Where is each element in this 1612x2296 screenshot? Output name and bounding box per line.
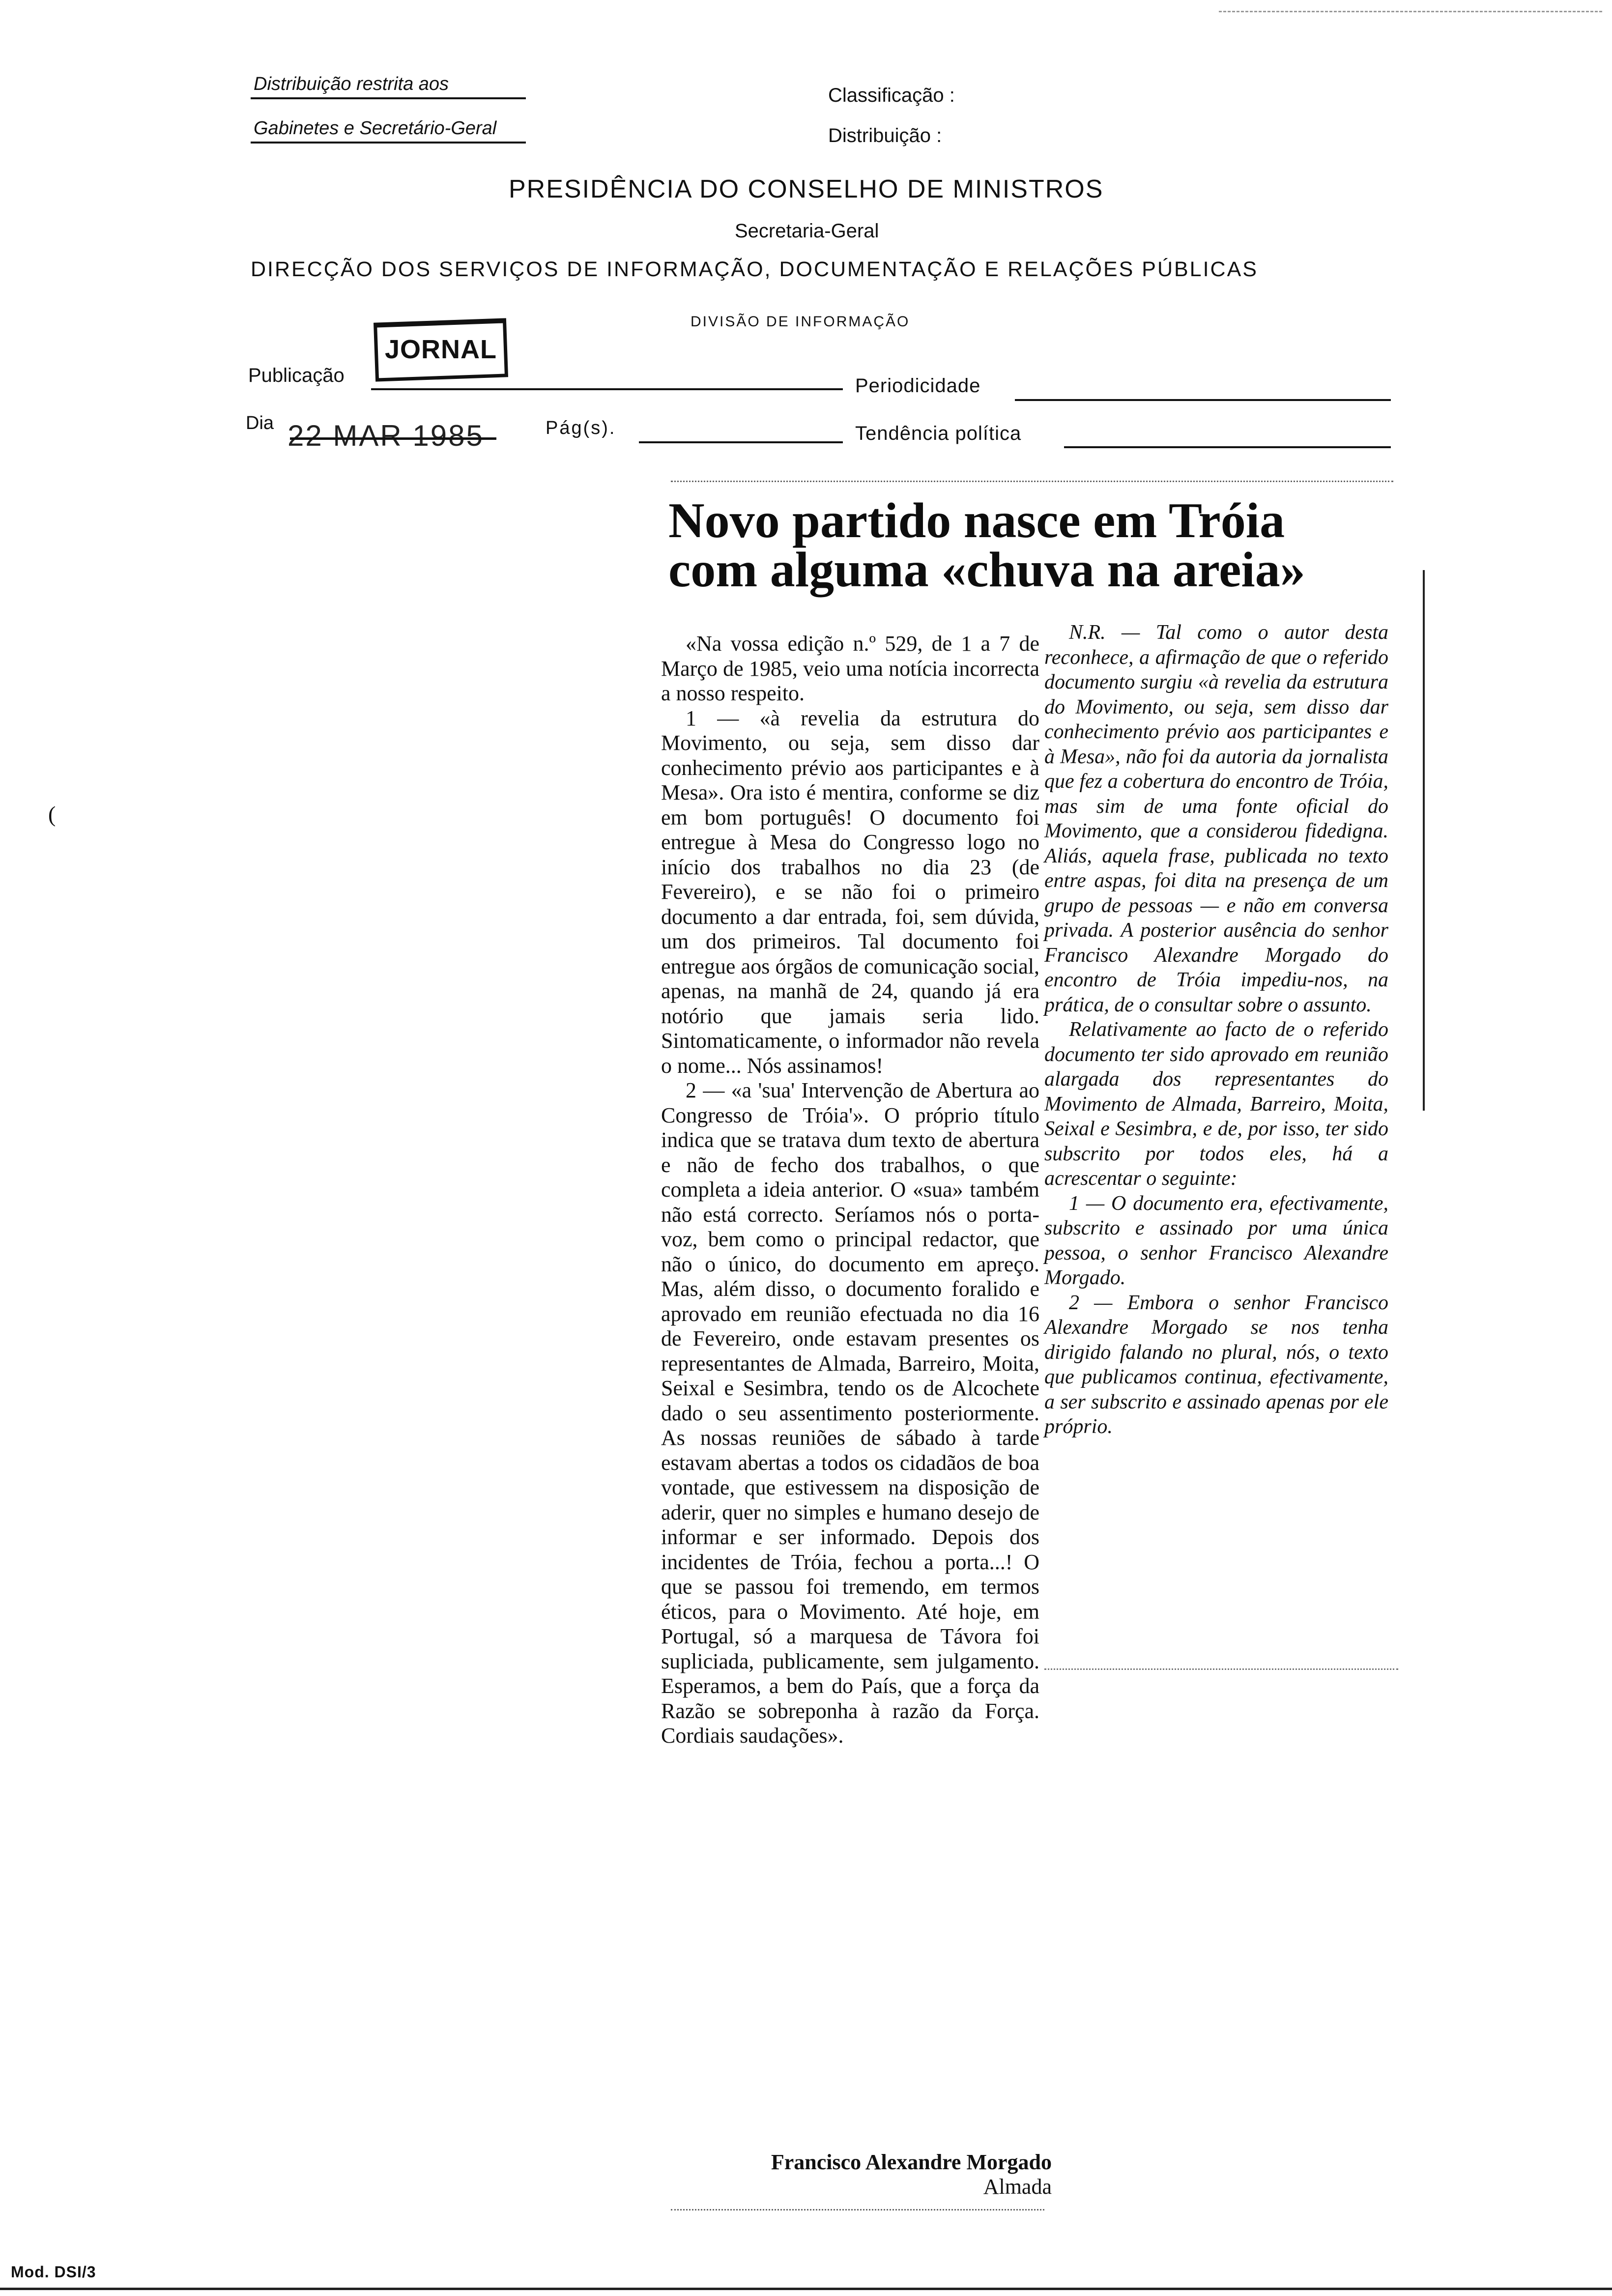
distribution-label: Distribuição : (828, 125, 942, 146)
division-name: DIVISÃO DE INFORMAÇÃO (691, 314, 910, 330)
department-name: DIRECÇÃO DOS SERVIÇOS DE INFORMAÇÃO, DOCUMENTAÇÃO E RELAÇÕES PÚBLICAS (251, 258, 1258, 281)
editor-note-paragraph-3: 1 — O documento era, efectivamente, subscrito e assinado por uma única pessoa, o senhor Francisco Alexandre Morgado. (1044, 1192, 1388, 1289)
restricted-underline-1 (251, 97, 526, 99)
editor-note-paragraph-4: 2 — Embora o senhor Francisco Alexandre Morgado se nos tenha dirigido falando no plural, nós, o texto que publicamos continua, efectivamente, a ser subscrito e assinado apenas por ele próprio. (1044, 1291, 1388, 1438)
editor-note-bottom-edge (1044, 1668, 1398, 1670)
letter-signature (708, 2150, 1052, 2199)
date-label: Dia (246, 413, 274, 433)
restricted-distribution-line1: Distribuição restrita aos (254, 74, 449, 94)
column-edge-rule (1423, 570, 1425, 1111)
date-stamp: 22 MAR 1985 (288, 419, 484, 452)
agency-subtitle: Secretaria-Geral (735, 220, 879, 242)
scan-edge-dashes (1219, 11, 1602, 12)
article-headline: Novo partido nasce em Tróia com alguma «chuva na areia» (668, 493, 1305, 598)
signature-name: Francisco Alexandre Morgado (771, 2150, 1052, 2174)
political-tendency-field-line (1064, 446, 1391, 448)
letter-paragraph-1: 1 — «à revelia da estrutura do Movimento, ou seja, sem disso dar conhecimento prévio aos participantes e à Mesa». Ora isto é mentira, conforme se diz em bom português! O documento foi entregue à Mesa do Congresso logo no início dos trabalhos no dia 23 (de Fevereiro), e se não foi o primeiro documento a dar entrada, foi, sem dúvida, um dos primeiros. Tal documento foi entregue aos órgãos de comunicação social, apenas, na manhã de 24, quando já era notório que jamais seria lido. Sintomaticamente, o informador não revela o nome... Nós assinamos! (661, 706, 1039, 1078)
publication-label: Publicação (248, 365, 345, 386)
article-column-letter (661, 631, 1039, 1749)
clipping-top-edge (671, 481, 1393, 492)
letter-paragraph-intro: «Na vossa edição n.º 529, de 1 a 7 de Março de 1985, veio uma notícia incorrecta a nosso respeito. (661, 631, 1039, 705)
clipping-bottom-edge (671, 2209, 1044, 2220)
signature-place: Almada (983, 2175, 1052, 2199)
date-field-line (290, 437, 496, 440)
form-model-code: Mod. DSI/3 (11, 2263, 96, 2281)
publication-stamp: JORNAL (384, 335, 497, 364)
periodicity-field-line (1015, 399, 1391, 401)
pages-field-line (639, 441, 843, 443)
letter-paragraph-2: 2 — «a 'sua' Intervenção de Abertura ao Congresso de Tróia'». O próprio título indica que se tratava dum texto de abertura e não de fecho dos trabalhos, o que completa a ideia anterior. O «sua» também não está correcto. Seríamos nós o porta-voz, bem como o principal redactor, que não o único, do documento em apreço. Mas, além disso, o documento foralido e aprovado em reunião efectuada no dia 16 de Fevereiro, onde estavam presentes os representantes de Almada, Barreiro, Moita, Seixal e Sesimbra, tendo os de Alcochete dado o seu assentimento posteriormente. As nossas reuniões de sábado à tarde estavam abertas a todos os cidadãos de boa vontade, que estivessem na disposição de aderir, quer no simples e humano desejo de informar e ser informado. Depois dos incidentes de Tróia, fechou a porta...! O que se passou foi tremendo, em termos éticos, para o Movimento. Até hoje, em Portugal, só a marquesa de Távora foi supliciada, publicamente, sem julgamento. Esperamos, a bem do País, que a força da Razão se sobreponha à razão da Força. Cordiais saudações». (661, 1078, 1039, 1748)
periodicity-label: Periodicidade (855, 375, 981, 397)
agency-title: PRESIDÊNCIA DO CONSELHO DE MINISTROS (509, 175, 1104, 203)
restricted-distribution-line2: Gabinetes e Secretário-Geral (254, 118, 497, 139)
editor-note-paragraph-2: Relativamente ao facto de o referido documento ter sido aprovado em reunião alargada dos representantes do Movimento de Almada, Barreiro, Moita, Seixal e Sesimbra, e de, por isso, ter sido subscrito por todos eles, há a acrescentar o seguinte: (1044, 1018, 1388, 1190)
political-tendency-label: Tendência política (855, 423, 1022, 444)
restricted-underline-2 (251, 142, 526, 144)
classification-label: Classificação : (828, 85, 955, 106)
margin-mark: ( (48, 802, 56, 827)
article-column-editor-note (1044, 620, 1388, 1439)
editor-note-paragraph-1: N.R. — Tal como o autor desta reconhece, a afirmação de que o referido documento surgiu «à revelia da estrutura do Movimento, ou seja, sem disso dar conhecimento prévio aos participantes e à Mesa», não foi da autoria da jornalista que fez a cobertura do encontro de Tróia, mas sim de uma fonte oficial do Movimento, que a considerou fidedigna. Aliás, aquela frase, publicada no texto entre aspas, foi dita na presença de um grupo de pessoas — e não em conversa privada. A posterior ausência do senhor Francisco Alexandre Morgado do encontro de Tróia impediu-nos, na prática, de o consultar sobre o assunto. (1044, 621, 1388, 1016)
pages-label: Pág(s). (546, 418, 616, 438)
page-bottom-edge (0, 2288, 1612, 2290)
publication-field-line (371, 388, 843, 390)
